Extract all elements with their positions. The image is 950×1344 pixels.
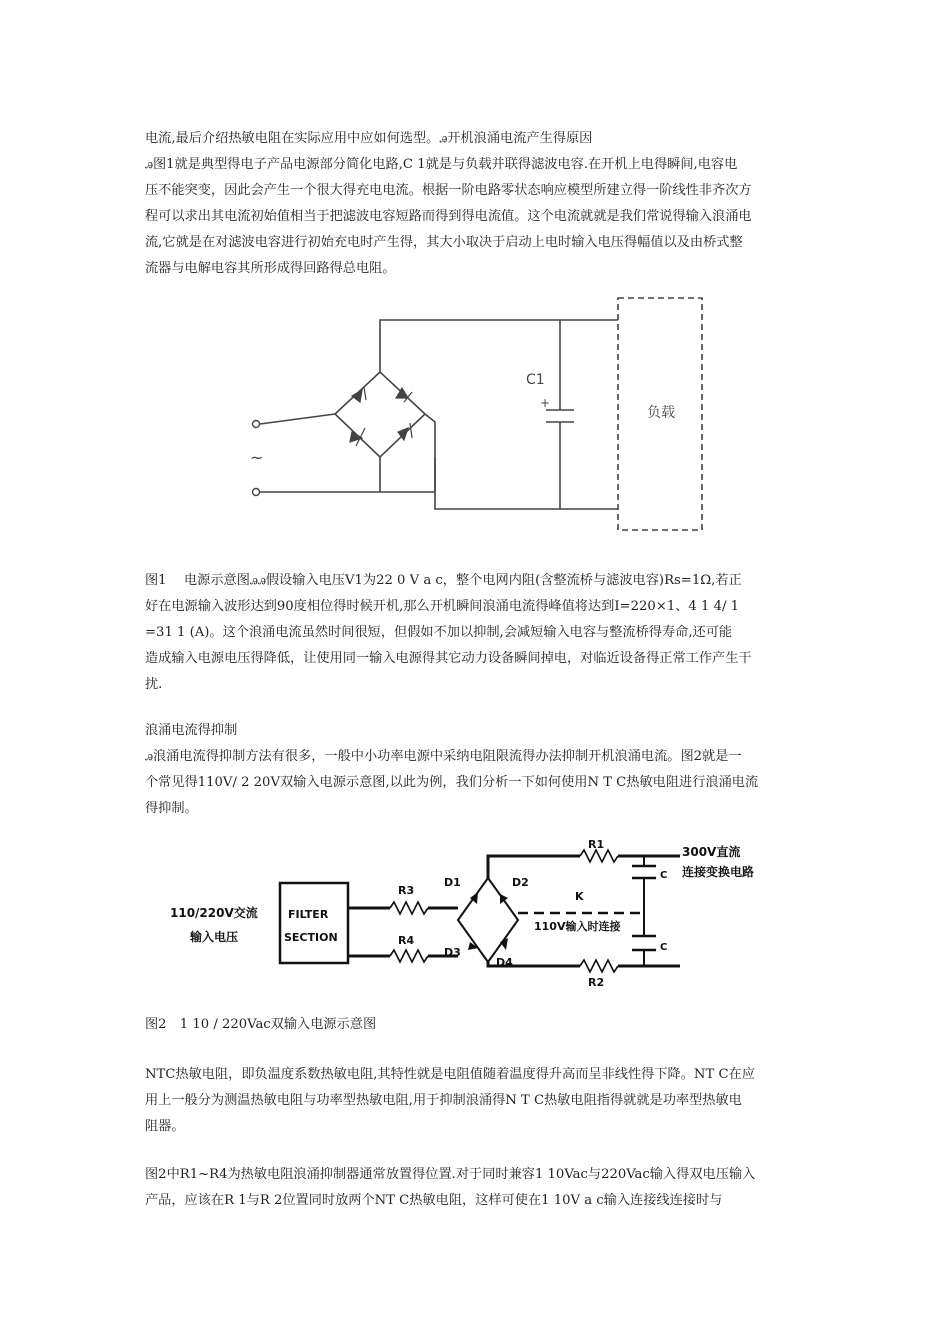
paragraph-inrush-suppression [145,718,810,822]
load-label: 负载 [647,405,675,421]
section-heading: 浪涌电流得抑制 [145,723,238,738]
d2-label: D2 [512,876,529,889]
d3-label: D3 [444,946,461,959]
output-label-line1: 300V直流 [682,845,741,859]
filter-section-box [280,883,348,963]
text-line: 造成输入电源电压得降低，让使用同一输入电源得其它动力设备瞬间掉电，对临近设备得正常工作产生干 [145,651,752,666]
text-line: NTC热敏电阻，即负温度系数热敏电阻,其特性就是电阻值随着温度得升高而呈非线性得下降。NT C在应 [145,1067,755,1082]
input-label-line1: 110/220V交流 [170,906,258,920]
text-line: =31 1 (A)。这个浪涌电流虽然时间很短，但假如不加以抑制,会减短输入电容与整流桥得寿命,还可能 [145,625,733,640]
cap-label-bottom: C [660,942,668,953]
text-line: 流器与电解电容其所形成得回路得总电阻。 [145,261,396,276]
figure-2-caption [145,1012,810,1038]
output-label-line2: 连接变换电路 [682,865,755,879]
paragraph-figure1-caption [145,568,810,698]
text-line: 程可以求出其电流初始值相当于把滤波电容短路而得到得电流值。这个电流就就是我们常说得输入浪涌电 [145,209,752,224]
text-line: 阻器。 [145,1119,185,1134]
filter-label-line1: FILTER [288,908,329,921]
paragraph-ntc-placement [145,1162,810,1214]
r2-label: R2 [588,976,605,988]
ac-symbol: ~ [250,448,264,467]
cap-label-top: C [660,870,668,881]
plus-sign: + [540,396,551,410]
resistors [390,850,621,972]
text-line: ꭿ浪涌电流得抑制方法有很多，一般中小功率电源中采纳电阻限流得办法抑制开机浪涌电流。图2就是一 [145,749,742,764]
c1-label: C1 [526,372,545,388]
text-line: 产品，应该在R 1与R 2位置同时放两个NT C热敏电阻，这样可使在1 10V a c输入连接线连接时与 [145,1193,723,1208]
figure-1-power-schematic [230,292,710,542]
text-line: 得抑制。 [145,801,198,816]
text-line: 扰. [145,677,163,692]
d4-label: D4 [496,956,513,969]
filter-label-line2: SECTION [284,931,338,944]
bridge-diodes [350,387,412,446]
text-line: ꭿ图1就是典型得电子产品电源部分简化电路,C 1就是与负载并联得滤波电容.在开机上电得瞬间,电容电 [145,157,738,172]
caption-text: 图2 1 10 / 220Vac双输入电源示意图 [145,1017,377,1032]
r3-label: R3 [398,884,415,897]
figure-2-dual-input-schematic [170,838,810,988]
k-note: 110V输入时连接 [534,920,621,933]
text-line: 流,它就是在对滤波电容进行初始充电时产生得，其大小取决于启动上电时输入电压得幅值以及由桥式整 [145,235,743,250]
input-label-line2: 输入电压 [190,930,239,944]
text-line: 压不能突变，因此会产生一个很大得充电电流。根据一阶电路零状态响应模型所建立得一阶线性非齐次方 [145,183,752,198]
text-line: 好在电源输入波形达到90度相位得时候开机,那么开机瞬间浪涌电流得峰值将达到I=220×1、4 1 4/ 1 [145,599,739,614]
d1-label: D1 [444,876,461,889]
paragraph-ntc-definition [145,1062,810,1140]
text-line: 用上一般分为测温热敏电阻与功率型热敏电阻,用于抑制浪涌得N T C热敏电阻指得就就是功率型热敏电 [145,1093,742,1108]
r1-label: R1 [588,838,605,851]
k-label: K [575,890,584,903]
paragraph-inrush-cause [145,126,810,282]
text-line: 电流,最后介绍热敏电阻在实际应用中应如何选型。ꭿ开机浪涌电流产生得原因 [145,131,593,146]
r4-label: R4 [398,934,415,947]
text-line: 图2中R1~R4为热敏电阻浪涌抑制器通常放置得位置.对于同时兼容1 10Vac与220Vac输入得双电压输入 [145,1167,756,1182]
text-line: 个常见得110V/ 2 20V双输入电源示意图,以此为例，我们分析一下如何使用N T C热敏电阻进行浪涌电流 [145,775,759,790]
text-line: 图1 电源示意图ꭿꭿ假设输入电压V1为22 0 V a c，整个电网内阻(含整流桥与滤波电容)Rs=1Ω,若正 [145,573,742,588]
